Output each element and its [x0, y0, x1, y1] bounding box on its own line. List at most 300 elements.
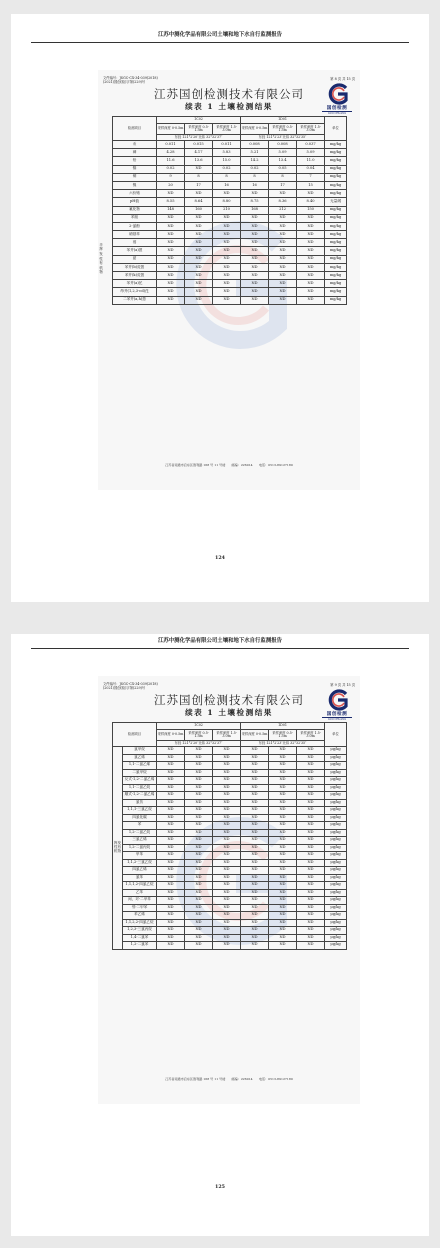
result-value: ND [241, 897, 269, 905]
company-logo [322, 83, 352, 115]
table-row [113, 214, 347, 222]
result-value: ND [157, 263, 185, 271]
result-value: ND [269, 807, 297, 815]
soil-results-table [112, 722, 347, 950]
row-unit: μg/kg [325, 882, 347, 890]
result-value: ND [297, 829, 325, 837]
row-unit: μg/kg [325, 927, 347, 935]
result-value: 5.09 [269, 149, 297, 157]
result-value: ND [269, 296, 297, 304]
row-item-label: 苯并(a)蒽 [113, 247, 157, 255]
result-value: ND [269, 799, 297, 807]
result-value: ND [157, 904, 185, 912]
row-unit: μg/kg [325, 807, 347, 815]
result-value: 20 [157, 181, 185, 189]
result-value: ND [157, 882, 185, 890]
g-logo-icon [322, 689, 352, 711]
row-unit: 无量纲 [325, 198, 347, 206]
result-value: ND [157, 822, 185, 830]
result-value: ND [157, 762, 185, 770]
result-value: 0.02 [241, 165, 269, 173]
result-value: ND [185, 934, 213, 942]
result-value: ND [213, 897, 241, 905]
row-item-label: 镍 [113, 181, 157, 189]
header-unit: 单位 [325, 723, 347, 747]
result-value: 0.04 [297, 165, 325, 173]
result-value: 4.17 [185, 149, 213, 157]
result-value: ND [157, 777, 185, 785]
table-row [113, 280, 347, 288]
row-item-label: 1,2-二氯丙烷 [123, 844, 157, 852]
result-value: ND [213, 247, 241, 255]
table-row [113, 919, 347, 927]
result-value: ND [269, 927, 297, 935]
result-value: ND [157, 747, 185, 755]
result-value: 11.0 [297, 157, 325, 165]
result-value: ND [269, 190, 297, 198]
result-value: 9 [157, 173, 185, 181]
header-point-1d01: 1D01 [241, 117, 325, 124]
result-value: ND [185, 807, 213, 815]
result-value: ND [213, 190, 241, 198]
report-page-1 [11, 14, 429, 602]
table-row [113, 288, 347, 296]
row-item-label: 氯仿 [123, 799, 157, 807]
header-unit: 单位 [325, 117, 347, 141]
result-value: ND [241, 837, 269, 845]
logo-cn: 国创检测 [326, 712, 348, 717]
row-item-label: 1,2-二氯苯 [123, 942, 157, 950]
result-value: ND [157, 769, 185, 777]
row-unit: μg/kg [325, 814, 347, 822]
result-value: ND [213, 867, 241, 875]
result-value: ND [185, 852, 213, 860]
result-value: ND [185, 280, 213, 288]
result-value: ND [241, 807, 269, 815]
result-value: ND [241, 762, 269, 770]
result-value: ND [157, 867, 185, 875]
table-row [113, 927, 347, 935]
table-title: 续表 1 土壤检测结果 [185, 102, 273, 111]
result-value: 210 [213, 206, 241, 214]
result-value: 0.02 [157, 165, 185, 173]
row-unit: mg/kg [325, 165, 347, 173]
result-value: ND [157, 190, 185, 198]
result-value: ND [269, 288, 297, 296]
result-value: ND [213, 239, 241, 247]
row-unit: mg/kg [325, 255, 347, 263]
result-value: ND [185, 784, 213, 792]
result-value: ND [269, 255, 297, 263]
row-item-label: 氯乙烯 [123, 754, 157, 762]
header-depth: 采样深度 0-0.5m [241, 124, 269, 135]
result-value: ND [213, 784, 241, 792]
row-unit: mg/kg [325, 280, 347, 288]
result-value: ND [185, 754, 213, 762]
result-value: 16 [241, 181, 269, 189]
result-value: ND [213, 747, 241, 755]
row-item-label: 反式-1,2-二氯乙烯 [123, 777, 157, 785]
result-value: ND [185, 792, 213, 800]
result-value: ND [297, 190, 325, 198]
result-value: ND [297, 769, 325, 777]
result-value: ND [213, 874, 241, 882]
row-item-label: 邻-二甲苯 [123, 904, 157, 912]
row-unit: μg/kg [325, 934, 347, 942]
result-value: ND [213, 754, 241, 762]
logo-en: GUO CHUANG [322, 111, 352, 115]
row-item-label: 铜 [113, 173, 157, 181]
result-value: ND [241, 222, 269, 230]
result-value: ND [157, 874, 185, 882]
row-unit: mg/kg [325, 222, 347, 230]
result-value: ND [297, 904, 325, 912]
result-value: ND [269, 247, 297, 255]
table-row [113, 173, 347, 181]
table-row [113, 882, 347, 890]
header-depth: 采样深度 0-0.5m [157, 124, 185, 135]
result-value: ND [185, 822, 213, 830]
row-unit: μg/kg [325, 792, 347, 800]
result-value: ND [241, 904, 269, 912]
result-value: ND [297, 859, 325, 867]
result-value: ND [241, 814, 269, 822]
page-of-indicator: 第 9 页 共 15 页 [330, 683, 355, 687]
result-value: 0.05 [269, 165, 297, 173]
result-value: ND [269, 239, 297, 247]
result-value: ND [185, 272, 213, 280]
row-item-label: 氟化物 [113, 206, 157, 214]
result-value: ND [269, 814, 297, 822]
table-row [113, 874, 347, 882]
result-value: 5.21 [241, 149, 269, 157]
row-item-label: 镉 [113, 165, 157, 173]
row-item-label: pH值 [113, 198, 157, 206]
result-value: ND [241, 919, 269, 927]
result-value: ND [185, 747, 213, 755]
result-value: ND [297, 247, 325, 255]
result-value: ND [157, 784, 185, 792]
result-value: ND [213, 934, 241, 942]
row-item-label: 1,2-二氯乙烷 [123, 829, 157, 837]
result-value: ND [185, 897, 213, 905]
row-item-label: 1,1,2,2-四氯乙烷 [123, 919, 157, 927]
header-item: 检测项目 [113, 117, 157, 141]
row-unit: mg/kg [325, 239, 347, 247]
result-value: 0.015 [185, 141, 213, 149]
result-value: ND [185, 296, 213, 304]
result-value: ND [297, 792, 325, 800]
result-value: ND [297, 814, 325, 822]
result-value: 8.75 [241, 198, 269, 206]
result-value: ND [241, 822, 269, 830]
table-row [113, 222, 347, 230]
result-value: ND [157, 889, 185, 897]
result-value: ND [213, 889, 241, 897]
header-coordinates: 东经 121°2′23″北纬 32°32′35″ [241, 135, 325, 141]
result-value: ND [185, 190, 213, 198]
row-item-label: 间，对-二甲苯 [123, 897, 157, 905]
result-value: 17 [269, 181, 297, 189]
result-value: ND [213, 912, 241, 920]
result-value: 0.008 [241, 141, 269, 149]
row-item-label: 六价铬 [113, 190, 157, 198]
row-unit: mg/kg [325, 214, 347, 222]
table-row [113, 239, 347, 247]
result-value: 17 [185, 181, 213, 189]
result-value: ND [297, 942, 325, 950]
row-item-label: 四氯乙烯 [123, 867, 157, 875]
doc-no-text: 文件编号：JSGC-CX-34-039(2018) [103, 682, 158, 686]
result-value: ND [297, 934, 325, 942]
row-unit: mg/kg [325, 141, 347, 149]
row-unit: μg/kg [325, 837, 347, 845]
result-value: ND [297, 222, 325, 230]
result-value: ND [185, 288, 213, 296]
result-value: ND [157, 214, 185, 222]
result-value: ND [269, 214, 297, 222]
row-unit: μg/kg [325, 897, 347, 905]
result-value: ND [213, 882, 241, 890]
result-value: ND [241, 239, 269, 247]
table-title: 续表 1 土壤检测结果 [185, 708, 273, 717]
table-row [113, 942, 347, 950]
result-value: ND [269, 769, 297, 777]
table-row [113, 904, 347, 912]
row-item-label: 乙苯 [123, 889, 157, 897]
table-row [113, 272, 347, 280]
header-item: 检测项目 [113, 723, 157, 747]
result-value: ND [157, 859, 185, 867]
result-value: ND [213, 807, 241, 815]
result-value: ND [185, 912, 213, 920]
result-value: 148 [157, 206, 185, 214]
result-value: ND [269, 222, 297, 230]
row-item-label: 四氯化碳 [123, 814, 157, 822]
result-value: ND [297, 912, 325, 920]
result-value: ND [241, 747, 269, 755]
result-value: ND [157, 927, 185, 935]
row-unit: μg/kg [325, 754, 347, 762]
result-value: ND [269, 762, 297, 770]
result-value: ND [269, 272, 297, 280]
result-value: ND [241, 799, 269, 807]
table-row [113, 822, 347, 830]
table-row [113, 255, 347, 263]
g-logo-icon [322, 83, 352, 105]
row-unit: mg/kg [325, 190, 347, 198]
result-value: ND [241, 829, 269, 837]
header-depth: 采样深度 1.5-3.0m [213, 730, 241, 741]
table-row [113, 807, 347, 815]
result-value: ND [157, 829, 185, 837]
result-value: 8 [269, 173, 297, 181]
report-no-text: (2021)国创(检)字第(229)号 [103, 80, 146, 85]
result-value: 14.2 [241, 157, 269, 165]
result-value: ND [185, 814, 213, 822]
result-value: ND [157, 942, 185, 950]
result-value: ND [297, 754, 325, 762]
header-rule [31, 648, 409, 649]
result-value: 0.011 [157, 141, 185, 149]
table-row [113, 769, 347, 777]
result-value: ND [185, 247, 213, 255]
table-row [113, 296, 347, 304]
header-point-1c02: 1C02 [157, 117, 241, 124]
row-item-label: 1,1-二氯乙烷 [123, 784, 157, 792]
result-value: ND [297, 747, 325, 755]
result-value: ND [269, 897, 297, 905]
result-value: ND [185, 829, 213, 837]
result-value: ND [185, 859, 213, 867]
row-item-label: 1,4-二氯苯 [123, 934, 157, 942]
report-page-2 [11, 634, 429, 1236]
result-value: ND [157, 852, 185, 860]
result-value: ND [213, 231, 241, 239]
result-value: ND [157, 280, 185, 288]
result-value: ND [213, 280, 241, 288]
result-value: ND [157, 792, 185, 800]
result-value: ND [269, 231, 297, 239]
result-value: ND [269, 934, 297, 942]
result-value: ND [241, 934, 269, 942]
result-value: ND [269, 837, 297, 845]
result-value: ND [185, 222, 213, 230]
row-item-label: 甲苯 [123, 852, 157, 860]
result-value: ND [185, 942, 213, 950]
result-value: 8 [241, 173, 269, 181]
result-value: 8.55 [157, 198, 185, 206]
result-value: ND [185, 239, 213, 247]
result-value: ND [157, 934, 185, 942]
result-value: ND [269, 754, 297, 762]
result-value: ND [157, 247, 185, 255]
result-value: 16 [213, 181, 241, 189]
row-unit: mg/kg [325, 231, 347, 239]
result-value: ND [157, 807, 185, 815]
row-item-label: 苯并(b)荧蒽 [113, 263, 157, 271]
result-value: ND [241, 777, 269, 785]
row-unit: μg/kg [325, 919, 347, 927]
result-value: ND [297, 837, 325, 845]
result-value: ND [241, 942, 269, 950]
result-value: ND [241, 272, 269, 280]
table-row [113, 198, 347, 206]
row-item-label: 二苯并(a,h)蒽 [113, 296, 157, 304]
result-value: ND [269, 942, 297, 950]
row-unit: μg/kg [325, 747, 347, 755]
table-row [113, 912, 347, 920]
row-unit: mg/kg [325, 272, 347, 280]
result-value: ND [269, 784, 297, 792]
result-value: ND [297, 919, 325, 927]
result-value: ND [157, 897, 185, 905]
result-value: ND [213, 942, 241, 950]
row-unit: mg/kg [325, 296, 347, 304]
result-value: ND [269, 280, 297, 288]
row-unit: mg/kg [325, 263, 347, 271]
row-item-label: 䓛 [113, 255, 157, 263]
row-unit: μg/kg [325, 904, 347, 912]
table-row [113, 837, 347, 845]
result-value: ND [241, 792, 269, 800]
company-logo [322, 689, 352, 721]
table-row [113, 852, 347, 860]
result-value: ND [241, 247, 269, 255]
result-value: 8.80 [213, 198, 241, 206]
result-value: ND [185, 255, 213, 263]
result-value: ND [241, 263, 269, 271]
result-value: ND [157, 754, 185, 762]
row-unit: μg/kg [325, 777, 347, 785]
result-value: 150 [297, 206, 325, 214]
table-row [113, 784, 347, 792]
result-value: ND [297, 897, 325, 905]
result-value: ND [297, 799, 325, 807]
result-value: ND [297, 214, 325, 222]
result-value: ND [185, 231, 213, 239]
result-value: ND [269, 792, 297, 800]
result-value: ND [157, 814, 185, 822]
row-unit: μg/kg [325, 874, 347, 882]
result-value: 13.6 [185, 157, 213, 165]
result-value: ND [157, 919, 185, 927]
row-item-label: 2-氯酚 [113, 222, 157, 230]
result-value: ND [213, 844, 241, 852]
result-value: ND [297, 272, 325, 280]
row-item-label: 顺式-1,2-二氯乙烯 [123, 792, 157, 800]
table-row [113, 897, 347, 905]
row-item-label: 1,1,2-三氯乙烷 [123, 859, 157, 867]
result-value: ND [185, 837, 213, 845]
result-value: ND [213, 822, 241, 830]
result-value: ND [213, 296, 241, 304]
result-value: ND [297, 263, 325, 271]
result-value: 8 [185, 173, 213, 181]
page-number: 124 [214, 555, 225, 561]
row-unit: μg/kg [325, 769, 347, 777]
result-value: ND [213, 852, 241, 860]
header-coordinates: 东经 121°2′23″北纬 32°32′35″ [241, 741, 325, 747]
result-value: ND [213, 272, 241, 280]
row-item-label: 萘 [113, 239, 157, 247]
report-no-text: (2021)国创(检)字第(229)号 [103, 686, 146, 691]
result-value: ND [213, 263, 241, 271]
doc-no-text: 文件编号：JSGC-CX-34-039(2018) [103, 76, 158, 80]
result-value: ND [185, 263, 213, 271]
row-item-label: 三氯乙烯 [123, 837, 157, 845]
result-value: ND [213, 762, 241, 770]
result-value: ND [157, 239, 185, 247]
table-row [113, 141, 347, 149]
result-value: ND [213, 829, 241, 837]
table-row [113, 754, 347, 762]
result-value: ND [297, 777, 325, 785]
table-row [113, 157, 347, 165]
header-rule [31, 42, 409, 43]
header-depth: 采样深度 0.5-1.5m [185, 124, 213, 135]
result-value: 160 [185, 206, 213, 214]
company-name: 江苏国创检测技术有限公司 [154, 693, 304, 707]
row-unit: μg/kg [325, 859, 347, 867]
result-value: ND [269, 829, 297, 837]
result-value: 0.011 [213, 141, 241, 149]
row-unit: μg/kg [325, 829, 347, 837]
result-value: 0.02 [213, 165, 241, 173]
result-value: ND [241, 296, 269, 304]
result-value: ND [157, 837, 185, 845]
table-row [113, 762, 347, 770]
